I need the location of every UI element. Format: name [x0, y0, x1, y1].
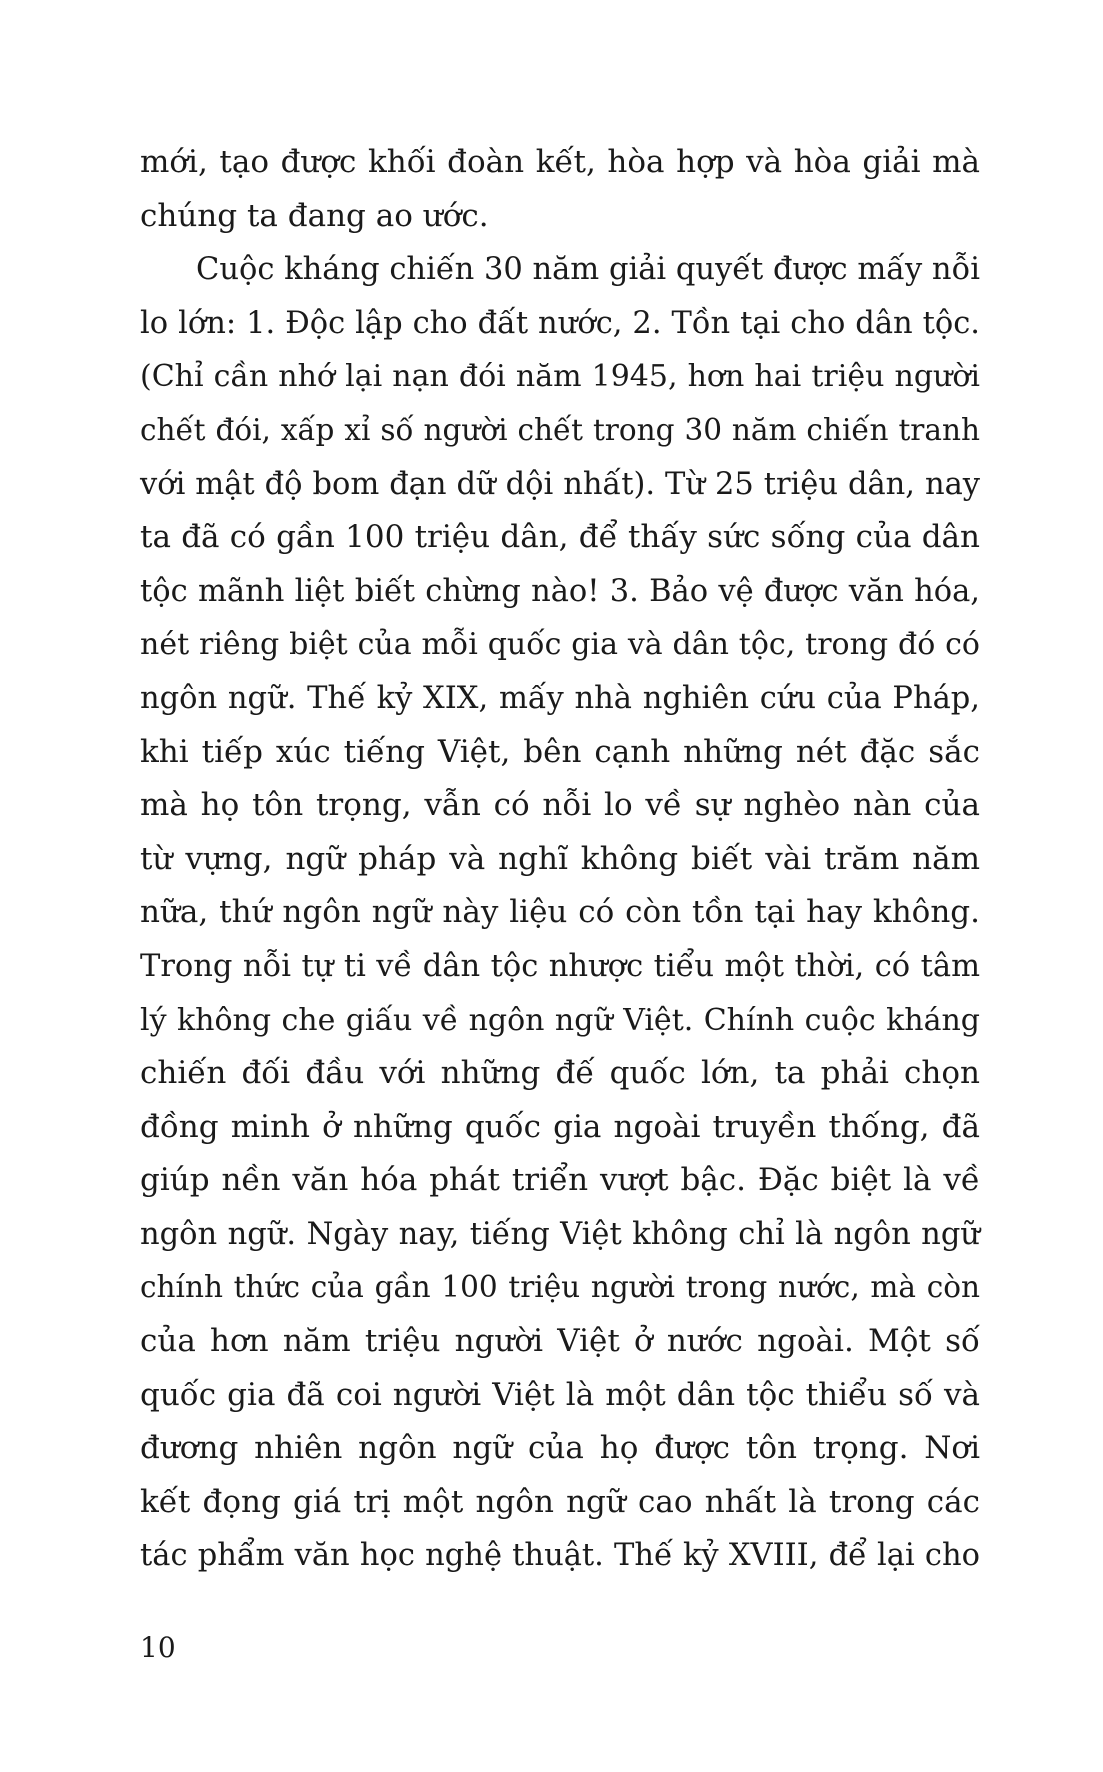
text-line: giúp nền văn hóa phát triển vượt bậc. Đặc biệt là về [140, 1162, 980, 1199]
text-line: khi tiếp xúc tiếng Việt, bên cạnh những nét đặc sắc [140, 733, 980, 770]
text-line: từ vựng, ngữ pháp và nghĩ không biết vài trăm năm [140, 840, 980, 877]
body-text [140, 136, 980, 1583]
text-line: ngôn ngữ. Thế kỷ XIX, mấy nhà nghiên cứu của Pháp, [140, 680, 980, 716]
text-line: mà họ tôn trọng, vẫn có nỗi lo về sự nghèo nàn của [140, 787, 980, 824]
text-line: lý không che giấu về ngôn ngữ Việt. Chính cuộc kháng [140, 1002, 980, 1038]
text-line: nét riêng biệt của mỗi quốc gia và dân tộc, trong đó có [140, 627, 980, 663]
page-number: 10 [140, 1631, 176, 1664]
text-line: nữa, thứ ngôn ngữ này liệu có còn tồn tại hay không. [140, 894, 980, 931]
text-line: ngôn ngữ. Ngày nay, tiếng Việt không chỉ là ngôn ngữ [140, 1216, 980, 1252]
text-line: ta đã có gần 100 triệu dân, để thấy sức sống của dân [140, 519, 980, 556]
text-line: Cuộc kháng chiến 30 năm giải quyết được mấy nỗi [196, 252, 980, 288]
text-line: (Chỉ cần nhớ lại nạn đói năm 1945, hơn hai triệu người [140, 359, 980, 395]
text-line: kết đọng giá trị một ngôn ngữ cao nhất là trong các [140, 1483, 980, 1520]
text-line: Trong nỗi tự ti về dân tộc nhược tiểu một thời, có tâm [140, 948, 980, 984]
text-line: tác phẩm văn học nghệ thuật. Thế kỷ XVIII, để lại cho [140, 1538, 980, 1574]
text-line: chính thức của gần 100 triệu người trong nước, mà còn [140, 1270, 980, 1305]
text-line: chết đói, xấp xỉ số người chết trong 30 năm chiến tranh [140, 412, 980, 447]
text-line: đồng minh ở những quốc gia ngoài truyền thống, đã [140, 1108, 980, 1145]
text-line: lo lớn: 1. Độc lập cho đất nước, 2. Tồn tại cho dân tộc. [140, 305, 980, 341]
text-line: chiến đối đầu với những đế quốc lớn, ta phải chọn [140, 1055, 980, 1092]
text-line: mới, tạo được khối đoàn kết, hòa hợp và hòa giải mà [140, 144, 980, 180]
text-line: tộc mãnh liệt biết chừng nào! 3. Bảo vệ được văn hóa, [140, 573, 980, 609]
text-line: quốc gia đã coi người Việt là một dân tộc thiểu số và [140, 1376, 980, 1413]
text-line: của hơn năm triệu người Việt ở nước ngoài. Một số [140, 1323, 980, 1360]
text-line: đương nhiên ngôn ngữ của họ được tôn trọng. Nơi [140, 1430, 980, 1467]
text-line: với mật độ bom đạn dữ dội nhất). Từ 25 triệu dân, nay [140, 466, 980, 502]
text-line: chúng ta đang ao ước. [140, 197, 489, 234]
